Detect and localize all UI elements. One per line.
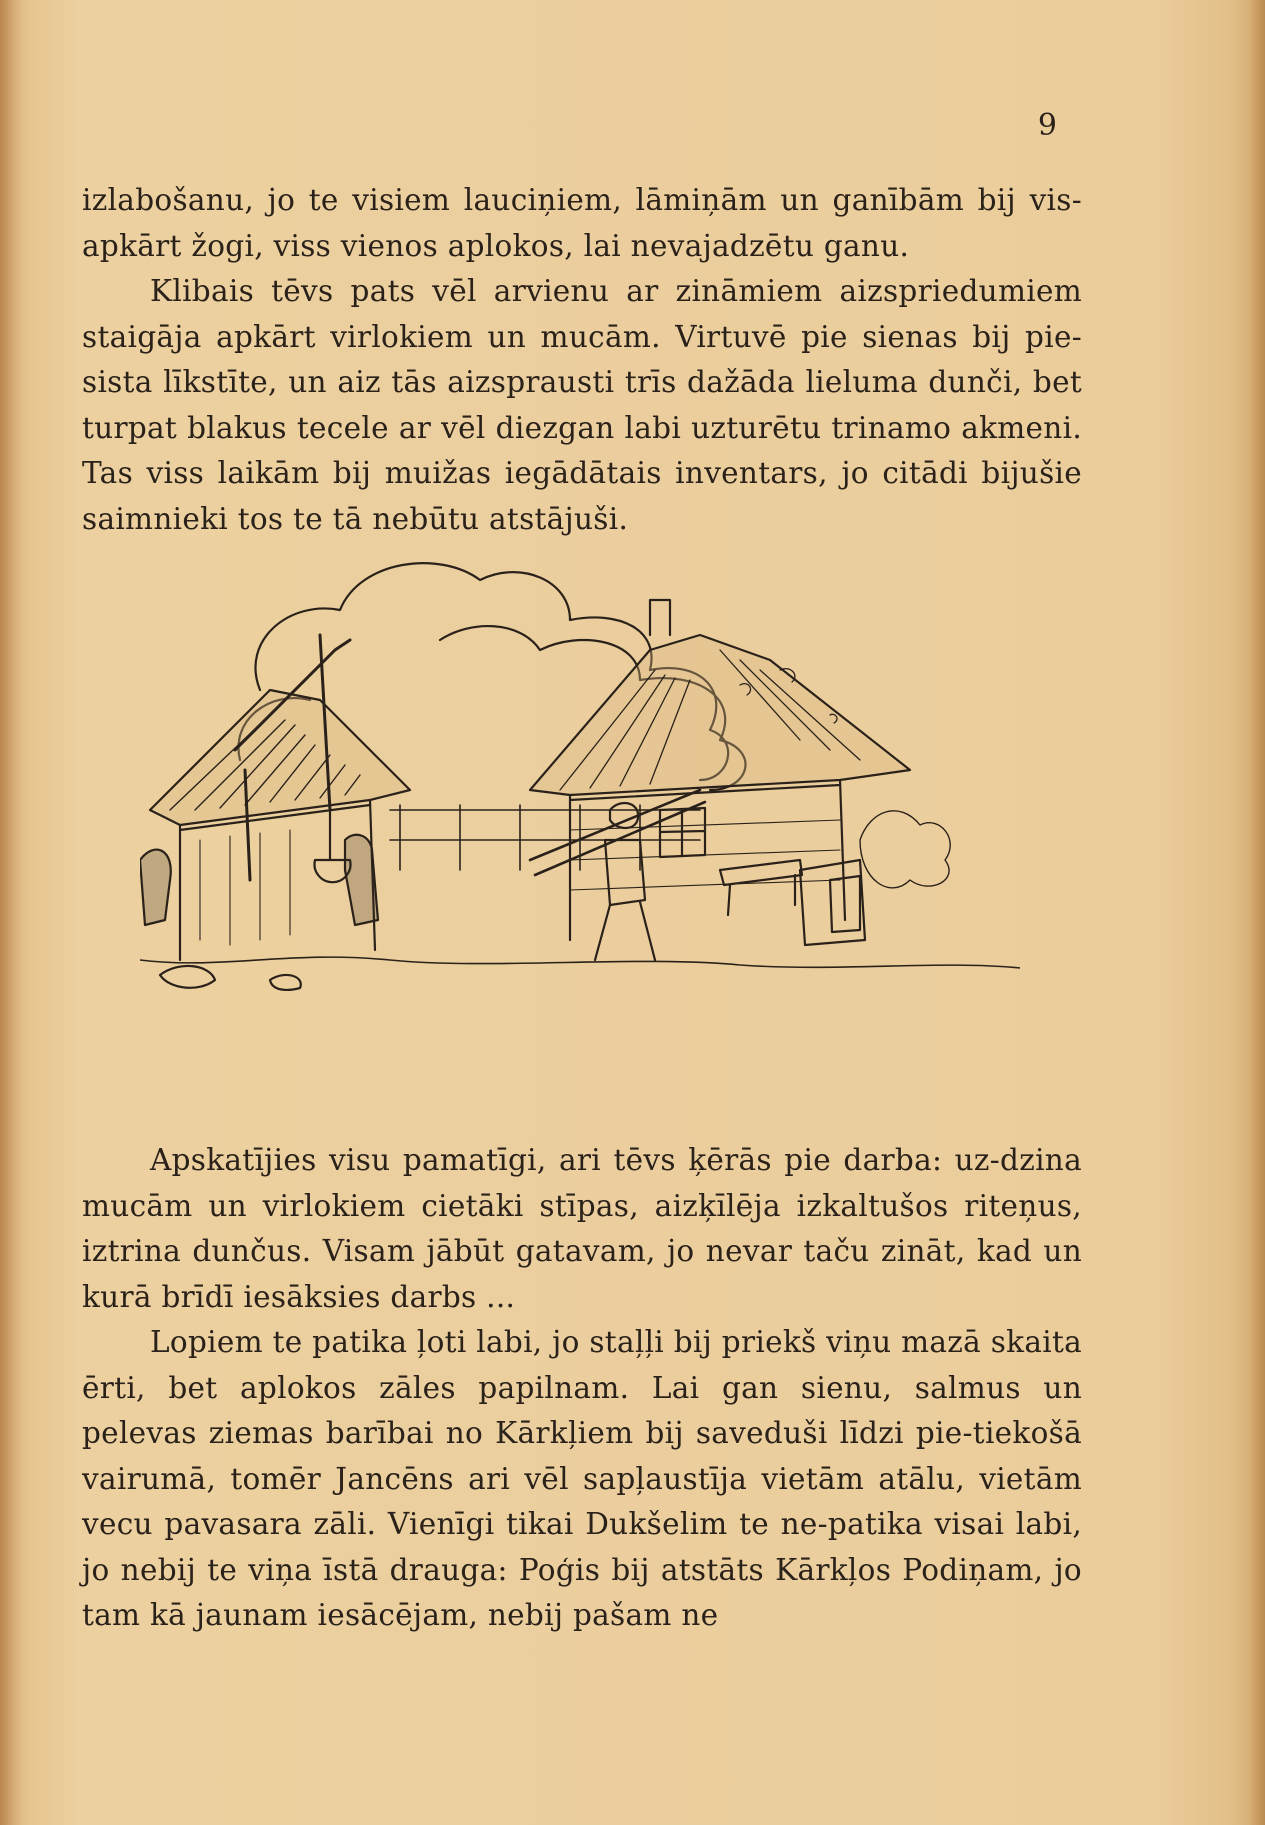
farmstead-illustration: [140, 540, 1020, 1110]
page-binding-shadow: [0, 0, 22, 1825]
text-block-bottom: [82, 1138, 1082, 1639]
chimney: [650, 600, 670, 635]
shrub: [860, 811, 950, 888]
fence: [390, 805, 700, 870]
bench: [720, 860, 802, 915]
window: [660, 808, 705, 857]
text-block-top: [82, 178, 1082, 542]
page-number: 9: [1037, 108, 1057, 143]
right-house-roof: [530, 635, 910, 795]
figure-left: [345, 835, 378, 925]
page-right-edge: [1249, 0, 1265, 1825]
crate: [800, 860, 865, 945]
paragraph: izlabošanu, jo te visiem lauciņiem, lāmiņām un ganībām bij vis-apkārt žogi, viss vienos aplokos, lai nevajadzētu ganu.: [82, 183, 1082, 263]
paragraph: Klibais tēvs pats vēl arvienu ar zināmiem aizspriedumiem staigāja apkārt virlokiem un mucām. Virtuvē pie sienas bij pie-sista līkstīte, un aiz tās aizsprausti trīs dažāda lieluma dunči, bet turpat blakus tecele ar vēl diezgan labi uzturētu trinamo akmeni. Tas viss laikām bij muižas iegādātais inventars, jo citādi bijušie saimnieki tos te tā nebūtu atstājuši.: [82, 274, 1082, 536]
ground-line: [140, 957, 1020, 968]
paragraph: Lopiem te patika ļoti labi, jo staļļi bij priekš viņu mazā skaita ērti, bet aplokos zāles papilnam. Lai gan sienu, salmus un pelevas ziemas barībai no Kārkļiem bij saveduši līdzi pie-tiekošā vairumā, tomēr Jancēns ari vēl sapļaustīja vietām atālu, vietām vecu pavasara zāli. Vienīgi tikai Dukšelim te ne-patika visai labi, jo nebij te viņa īstā drauga: Poģis bij atstāts Kārkļos Podiņam, jo tam kā jaunam iesācējam, nebij pašam ne: [82, 1325, 1082, 1632]
paragraph: Apskatījies visu pamatīgi, ari tēvs ķērās pie darba: uz-dzina mucām un virlokiem cietāki stīpas, aizķīlēja izkaltušos riteņus, iztrina dunčus. Visam jābūt gatavam, jo nevar taču zināt, kad un kurā brīdī iesāksies darbs ...: [82, 1143, 1082, 1314]
